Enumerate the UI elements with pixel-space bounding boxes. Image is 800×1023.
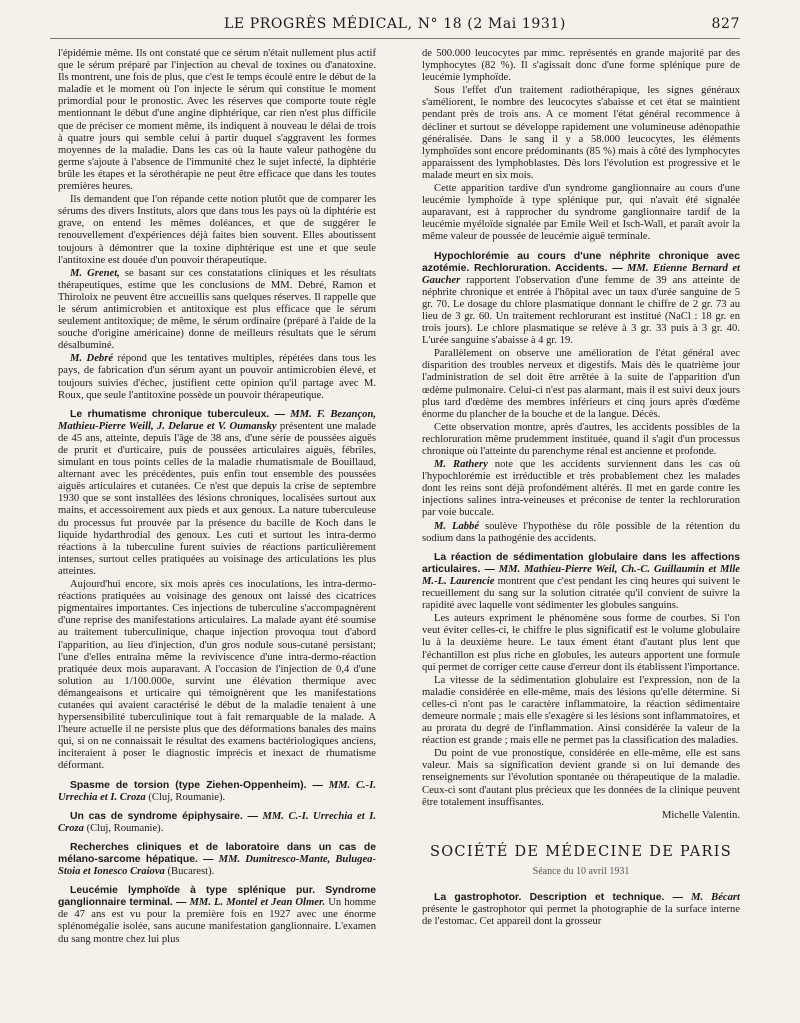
section-text: montrent que c'est pendant les cinq heures qui suivent le recueillement du sang sur la solution citratée qu'il convient de suivre la rapidité avec laquelle vont sédimenter les globules sanguins.: [422, 575, 740, 612]
page-number: 827: [711, 16, 740, 32]
page-header: [50, 16, 740, 36]
location: (Cluj, Roumanie).: [86, 822, 164, 834]
author: M. Debré: [70, 353, 114, 365]
paragraph-text: se basant sur ces constatations cliniques et les résultats thérapeutiques, estime que les conclusions de MM. Debré, Ramon et Thiroloix ne peuvent être accueillis sans quelques réserves. Il rappelle que le sérum antimicrobien et antitoxique est plus efficace que le sérum seulement antitoxique; de même, le sérum ordinaire (préparé à l'aide de la souche d'origine américaine) donne de meilleurs résultats que le sérum désalbuminé.: [58, 267, 376, 352]
paragraph: [58, 353, 376, 401]
author: M. Rathery: [434, 459, 488, 471]
society-heading: SOCIÉTÉ DE MÉDECINE DE PARIS: [430, 843, 732, 860]
section-gastrophotor: [422, 892, 740, 928]
right-column: [422, 48, 740, 1010]
section-title: La réaction de sédimentation globulaire dans les affections articulaires. —: [422, 551, 740, 575]
section-spasme: [58, 780, 376, 804]
paragraph: La vitesse de la sédimentation globulaire est l'expression, non de la maladie considérée en elle-même, mais des lésions qu'elle détermine. Si celles-ci n'ont pas le caractère inflammatoire, la réaction sédimentaire demeure normale ; mais elle s'exagère si les lésions sont inflammatoires, et au prorata du degré de l'inflammation. Ainsi considérée la valeur de la réaction est grande ; mais elle ne permet pas la classification des maladies.: [422, 674, 740, 747]
paragraph-text: répond que les tentatives multiples, répétées dans tous les pays, de fabrication d'un sérum ayant un pouvoir antimicrobien élevé, et toujours suivies d'échec, justifient cette opinion qu'il partage avec M. Roux, que seule l'antitoxine possède un pouvoir thérapeutique.: [58, 353, 376, 401]
authors: MM. C.-I. Urrechia et I. Croza: [58, 779, 376, 803]
section-rhumatisme: [58, 409, 376, 578]
location: (Bucarest).: [167, 866, 215, 878]
session-date: Séance du 10 avril 1931: [532, 865, 630, 877]
section-title: Leucémie lymphoïde à type splénique pur. Syndrome ganglionnaire terminal. —: [58, 885, 376, 909]
paragraph: [422, 521, 740, 545]
paragraph: l'épidémie même. Ils ont constaté que ce sérum n'était nullement plus actif que le sérum préparé par l'injection au cheval de toxines ou d'anatoxine. Ils montrent, une fois de plus, que c'est le temps écoulé entre le début de la maladie et le moment où l'on injecte le sérum qui constitue le moment primordial pour le pronostic. Avec les réserves que comporte toute règle mentionnant le début d'une angine diphtérique, car rien n'est plus difficile que de préciser ce moment même, ils indiquent à nouveau le délai de trois à quatre jours qui semble celui à partir duquel s'aggravent les formes moyennes de la maladie. Dans les cas où la haute valeur pathogène du germe s'ajoute à l'absence de l'immunité chez le sujet infecté, la diphtérie brûle les étapes et la sérothérapie ne peut être efficace que dans les toutes premières heures.: [58, 48, 376, 193]
authors: MM. Etienne Bernard et Gaucher: [422, 262, 740, 286]
section-leucemie: [58, 885, 376, 945]
section-title: Hypochlorémie au cours d'une néphrite chronique avec azotémie. Rechloruration. Accidents. —: [422, 250, 740, 274]
section-text: présentent une malade de 45 ans, atteinte, depuis l'âge de 38 ans, d'une série de poussées aiguës de prurit et d'urticaire, puis de poussées articulaires aiguës, fébriles, simulant en tous points celles de la maladie rhumatismale de Bouillaud, alternant avec les précédentes, puis enfin tout ensemble des poussées aiguës articulaires et cutanées. Ce n'est que depuis la crise de septembre 1930 que se sont installées des lésions chroniques, localisées surtout aux mains, et accessoirement aux pieds et aux genoux. La nature tuberculeuse du processus fut prouvée par la présence du bacille de Koch dans le liquide hydarthrodial des genoux. Les cuti et surtout les intra-dermo réactions à la tuberculine furent suivies de réactions particulièrement intenses, surtout celles pratiquées au voisinage des articulations les plus atteintes.: [58, 420, 376, 577]
section-epiphysaire: [58, 811, 376, 835]
left-column: [58, 48, 376, 1010]
authors: MM. Dumitresco-Mante, Bulugea-Stoia et Ionesco Craiova: [58, 854, 376, 878]
section-text: rapportent l'observation d'une femme de 39 ans atteinte de néphrite chronique et entrée à l'hôpital avec un taux d'urée sanguine de 5 gr. 70. Le dosage du chlore plasmatique donnant le chiffre de 2 gr. 73 au lieu de 3 gr. 60. Un traitement rechlorurant est institué (NaCl : 18 gr. en trois jours). Le chlore plasmatique se relève à 3 gr. 33 puis à 3 gr. 40. L'urée sanguine s'abaisse à 4 gr. 19.: [422, 274, 740, 347]
paragraph: Parallèlement on observe une amélioration de l'état général avec disparition des troubles nerveux et digestifs. Mais dès le quatrième jour l'administration de sel doit être arrêtée à la suite de l'apparition d'un œdème pulmonaire. Celui-ci n'est pas alarmant, mais il est suivi deux jours plus tard d'œdème des membres inférieurs et cinq jours après d'œdème énorme du plancher de la bouche et de la langue. Décès.: [422, 348, 740, 420]
authors: MM. C.-I. Urrechia et I. Croza: [58, 810, 376, 834]
authors: MM. F. Bezançon, Mathieu-Pierre Weill, J. Delarue et V. Oumansky: [58, 408, 376, 432]
paragraph: Ils demandent que l'on répande cette notion plutôt que de comparer les sérums des divers Instituts, alors que dans tous les pays où la diphtérie est grave, on entend les mêmes doléances, et que de suggérer le renouvellement d'expériences déjà faites bien souvent. Elles aboutissent toujours à démontrer que la toxine diphtérique est une et que seule l'antitoxine est douée d'un pouvoir thérapeutique.: [58, 194, 376, 266]
section-title: Le rhumatisme chronique tuberculeux. —: [70, 408, 286, 420]
authors: MM. Mathieu-Pierre Weil, Ch.-C. Guillaumin et Mlle M.-L. Laurencie: [422, 563, 740, 587]
section-melano-sarcome: [58, 842, 376, 878]
section-hypochloremie: [422, 251, 740, 348]
author: M. Grenet,: [70, 267, 120, 279]
signature: Michelle Valentin.: [661, 809, 740, 821]
paragraph: Cette apparition tardive d'un syndrome ganglionnaire au cours d'une leucémie lymphoïde à type splénique pur, qui n'avait été signalée auparavant, est à rapprocher du syndrome ganglionnaire tardif de la leucémie myéloïde signalée par Emile Weil et Isch-Wall, et paraît avoir la même valeur de poussée de leucémie aiguë terminale.: [422, 183, 740, 243]
paragraph: Les auteurs expriment le phénomène sous forme de courbes. Si l'on veut éviter celles-ci, le chiffre le plus significatif est le volume globulaire lu à la deuxième heure. Le taux ément étant d'autant plus lent que l'échantillon est plus riche en globules, les auteurs apportent une formule qui permet de corriger cette cause d'erreur dont ils établissent l'importance.: [422, 613, 740, 673]
paragraph: Aujourd'hui encore, six mois après ces inoculations, les intra-dermo-réactions pratiquées au voisinage des genoux ont laissé des cicatrices pigmentaires importantes. Ces injections de tuberculine s'accompagnèrent d'une reprise des manifestations articulaires. La malade ayant été soumise au traitement tuberculinique, chaque injection provoqua tout d'abord l'apparition, au lieu d'injection, d'un gros nodule sous-cutané persistant; l'une d'elles entraîna même la reviviscence d'une intra-dermo-réaction pratiquée deux mois auparavant. A l'occasion de l'injection de 0,4 d'une solution au 1/100.000e, survint une élévation thermique avec démangeaisons et urticaire qui témoignèrent que les manifestations cutanées qui avaient caractérisé le début de la maladie tenaient à une hypersensibilité tuberculinique tout à fait remarquable de la malade. A l'heure actuelle il ne persiste plus que des déformations banales des mains qui, si on ne connaissait le résultat des examens bactériologiques anciens, inciteraient à poser le diagnostic imprécis et inexact de rhumatisme déformant.: [58, 579, 376, 772]
section-text: Un homme de 47 ans est vu pour la première fois en 1927 avec une énorme splénomégalie isolée, sans aucune manifestation ganglionnaire. L'examen du sang montre chez lui plus: [58, 897, 376, 945]
authors: M. Bécart: [691, 892, 740, 903]
paragraph: Du point de vue pronostique, considérée en elle-même, elle est sans valeur. Mais sa signification devient grande si on lui demande des renseignements sur l'évolution spontanée ou thérapeutique de la maladie. Ceux-ci sont d'autant plus précieux que les données de la clinique peuvent être totalement insuffisantes.: [422, 748, 740, 808]
paragraph-text: note que les accidents surviennent dans les cas où l'hypochlorémie est irréductible et très probablement chez les malades dont les reins sont déjà profondément altérés. Il met en garde contre les injections salines intra-veineuses et préconise de tenter la rechloruration par voie buccale.: [422, 459, 740, 519]
section-title: Spasme de torsion (type Ziehen-Oppenheim). —: [70, 779, 323, 791]
paragraph: [58, 268, 376, 353]
section-title: Un cas de syndrome épiphysaire. —: [70, 810, 258, 822]
location: (Cluj, Roumanie).: [148, 791, 226, 803]
authors: MM. L. Montel et Jean Olmer.: [189, 897, 326, 909]
paragraph: Cette observation montre, après d'autres, les accidents possibles de la rechloruration même prudemment instituée, quand il s'agit d'un processus chronique où l'atteinte du parenchyme rénal est ancienne et profonde.: [422, 421, 740, 457]
section-title: La gastrophotor. Description et technique. —: [434, 892, 684, 903]
paragraph: [422, 459, 740, 519]
header-rule: [50, 38, 740, 39]
author: M. Labbé: [434, 520, 480, 532]
section-sedimentation: [422, 552, 740, 612]
section-title: Recherches cliniques et de laboratoire dans un cas de mélano-sarcome hépatique. —: [58, 841, 376, 865]
paragraph: de 500.000 leucocytes par mmc. représentés en grande majorité par des lymphocytes (82 %). Il s'agissait donc d'une forme splénique pure de leucémie lymphoïde.: [422, 48, 740, 84]
section-text: présente le gastrophotor qui permet la photographie de la surface interne de l'estomac. Cet appareil dont la grosseur: [422, 904, 740, 928]
journal-title: LE PROGRÈS MÉDICAL, N° 18 (2 Mai 1931): [223, 16, 566, 32]
paragraph-text: soulève l'hypothèse du rôle possible de la rétention du sodium dans la pathogénie des accidents.: [422, 520, 740, 544]
paragraph: Sous l'effet d'un traitement radiothérapique, les signes généraux s'améliorent, le nombre des leucocytes s'abaisse et cet état se maintient pendant près de trois ans. A ce moment l'état général recommence à décliner et surtout se développe rapidement une volumineuse adénopathie généralisée. Dans le sang il y a 58.000 leucocytes, les éléments lymphoïdes sont encore prédominants (85 %) mais à côté des lymphocytes apparaissent des lymphoblastes. Dès lors l'évolution est progressive et le malade meurt en six mois.: [422, 85, 740, 181]
